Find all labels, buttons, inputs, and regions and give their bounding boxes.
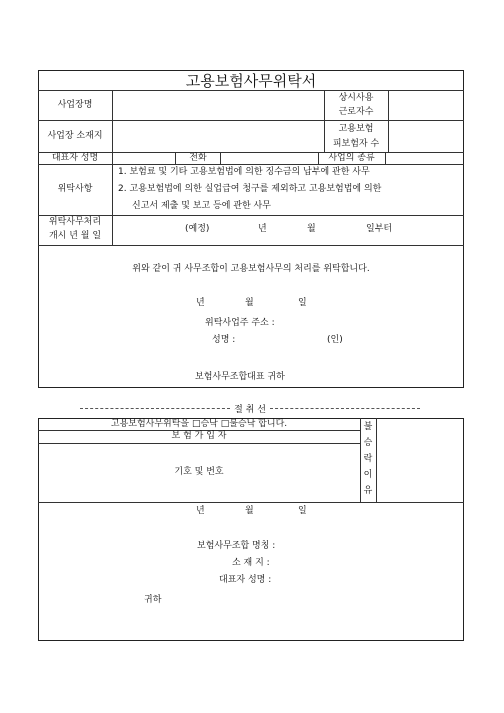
address-field[interactable] (113, 121, 323, 151)
sign-year: 년 (196, 298, 205, 308)
representative-label: 대표자 성명 (51, 153, 99, 163)
entruster-address-label: 위탁사업주 주소 : (205, 318, 275, 328)
union-rep-name-label: 대표자 성명 : (219, 575, 272, 585)
reply-month: 월 (245, 506, 254, 516)
rejection-reason-field[interactable] (377, 419, 463, 501)
row-divider (38, 443, 360, 444)
reply-day: 일 (298, 506, 307, 516)
col-divider (360, 418, 361, 502)
worker-count-label: 상시사용 (338, 93, 374, 103)
addressee: 보험사무조합대표 귀하 (195, 372, 285, 382)
start-year: 년 (258, 224, 267, 234)
cut-line-label: 절 취 선 (234, 404, 266, 415)
row-divider (38, 215, 464, 216)
reply-year: 년 (196, 506, 205, 516)
sign-day: 일 (298, 298, 307, 308)
business-type-field[interactable] (386, 153, 463, 163)
cut-dash-left (80, 408, 230, 409)
cut-line (80, 402, 420, 414)
start-date-label: 위탁사무처리 (48, 217, 102, 227)
phone-field[interactable] (221, 153, 317, 163)
entrust-item-2: 2. 고용보험법에 의한 실업급여 청구를 제외하고 고용보험법에 의한 (118, 184, 382, 194)
business-name-field[interactable] (113, 91, 323, 119)
scheduled-mark: (예정) (185, 224, 210, 234)
entrust-statement: 위와 같이 귀 사무조합이 고용보험사무의 처리를 위탁합니다. (132, 264, 370, 274)
reply-addressee: 귀하 (144, 595, 162, 605)
insured-header: 보 험 가 입 자 (171, 431, 227, 441)
business-type-label: 사업의 종류 (328, 153, 375, 163)
cut-dash-right (270, 408, 420, 409)
row-divider (38, 245, 464, 246)
form-title: 고용보험사무위탁서 (185, 72, 317, 90)
insured-count-field[interactable] (389, 121, 463, 151)
vertical-char: 이 (363, 470, 373, 480)
address-label: 사업장 소재지 (47, 131, 103, 141)
entrust-item-1: 1. 보험료 및 기타 고용보험법에 의한 징수금의 납부에 관한 사무 (118, 167, 370, 177)
sign-month: 월 (245, 298, 254, 308)
entrust-item-2-cont: 신고서 제출 및 보고 등에 관한 사무 (132, 201, 271, 211)
row-divider (38, 502, 464, 503)
start-month: 월 (307, 224, 316, 234)
rejection-reason-label (362, 419, 374, 499)
vertical-char: 락 (363, 454, 373, 464)
worker-count-field[interactable] (389, 91, 463, 119)
seal-mark: (인) (327, 335, 343, 345)
union-name-label: 보험사무조합 명칭 : (197, 541, 276, 551)
worker-count-label-2: 근로자수 (338, 107, 374, 117)
vertical-char: 승 (363, 438, 373, 448)
entruster-name-label: 성명 : (212, 335, 236, 345)
row-divider (38, 164, 464, 165)
phone-label: 전화 (189, 153, 207, 163)
insured-count-label: 고용보험 (338, 124, 374, 134)
symbol-number-label: 기호 및 번호 (174, 467, 224, 477)
approval-text: 고용보험사무위탁을 □승낙 □불승낙 합니다. (110, 419, 288, 429)
business-name-label: 사업장명 (57, 100, 93, 110)
start-day: 일부터 (366, 224, 393, 234)
insured-count-label-2: 피보험자 수 (332, 139, 380, 149)
vertical-char: 불 (363, 422, 373, 432)
start-date-label-2: 개시 년 월 일 (48, 231, 102, 241)
union-location-label: 소 재 지 : (232, 558, 270, 568)
vertical-char: 유 (363, 486, 373, 496)
representative-field[interactable] (113, 153, 174, 163)
entrust-items-label: 위탁사항 (57, 184, 93, 194)
